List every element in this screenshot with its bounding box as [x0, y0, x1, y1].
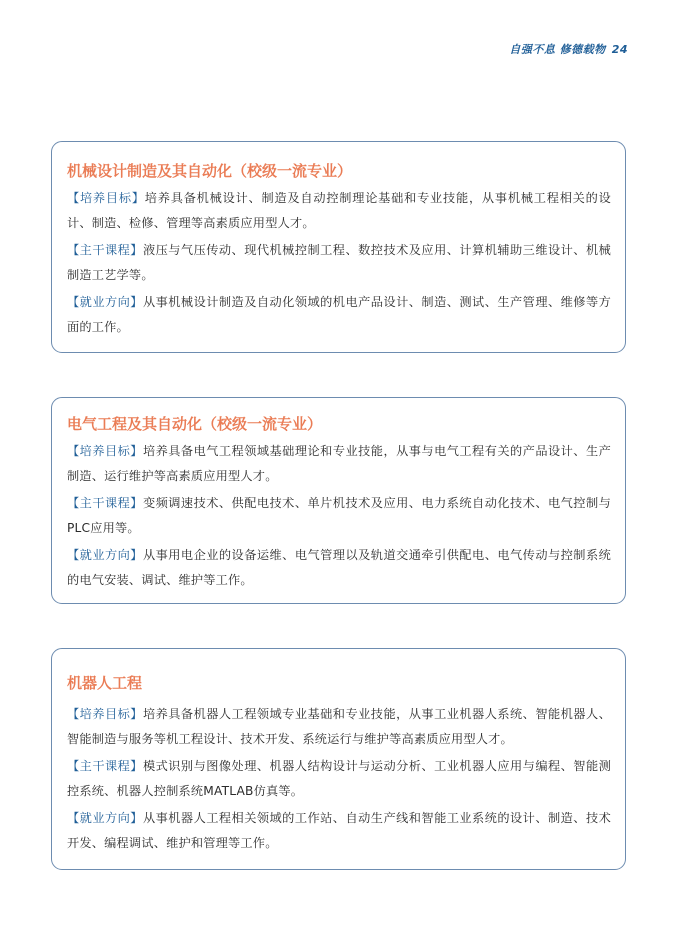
section-text: 模式识别与图像处理、机器人结构设计与运动分析、工业机器人应用与编程、智能测控系统、机器人控制系统MATLAB仿真等。	[67, 759, 611, 798]
card-title: 电气工程及其自动化（校级一流专业）	[67, 415, 323, 433]
card-title: 机械设计制造及其自动化（校级一流专业）	[67, 162, 353, 180]
section-training-goal	[67, 186, 611, 236]
section-text: 培养具备机械设计、制造及自动控制理论基础和专业技能，从事机械工程相关的设计、制造、检修、管理等高素质应用型人才。	[67, 191, 611, 230]
section-label: 【培养目标】	[67, 707, 143, 721]
major-card-electrical	[51, 397, 626, 604]
section-career	[67, 806, 611, 856]
section-training-goal	[67, 702, 611, 752]
section-label: 【就业方向】	[67, 548, 143, 562]
section-label: 【主干课程】	[67, 243, 143, 257]
section-text: 从事机器人工程相关领域的工作站、自动生产线和智能工业系统的设计、制造、技术开发、编程调试、维护和管理等工作。	[67, 811, 611, 850]
section-text: 变频调速技术、供配电技术、单片机技术及应用、电力系统自动化技术、电气控制与PLC应用等。	[67, 496, 611, 535]
section-label: 【培养目标】	[67, 191, 145, 205]
section-label: 【就业方向】	[67, 295, 143, 309]
section-core-courses	[67, 238, 611, 288]
section-core-courses	[67, 491, 611, 541]
section-label: 【主干课程】	[67, 759, 143, 773]
section-text: 液压与气压传动、现代机械控制工程、数控技术及应用、计算机辅助三维设计、机械制造工艺学等。	[67, 243, 611, 282]
section-career	[67, 543, 611, 593]
section-label: 【培养目标】	[67, 444, 143, 458]
header-motto: 自强不息 修德载物	[509, 43, 606, 56]
section-label: 【就业方向】	[67, 811, 143, 825]
section-training-goal	[67, 439, 611, 489]
section-career	[67, 290, 611, 340]
section-text: 从事用电企业的设备运维、电气管理以及轨道交通牵引供配电、电气传动与控制系统的电气安装、调试、维护等工作。	[67, 548, 611, 587]
page-number: 24	[611, 43, 628, 56]
section-label: 【主干课程】	[67, 496, 143, 510]
card-title: 机器人工程	[67, 674, 143, 692]
section-text: 培养具备机器人工程领域专业基础和专业技能，从事工业机器人系统、智能机器人、智能制造与服务等机工程设计、技术开发、系统运行与维护等高素质应用型人才。	[67, 707, 611, 746]
page-header	[509, 41, 628, 57]
section-text: 培养具备电气工程领域基础理论和专业技能，从事与电气工程有关的产品设计、生产制造、运行维护等高素质应用型人才。	[67, 444, 611, 483]
section-text: 从事机械设计制造及自动化领域的机电产品设计、制造、测试、生产管理、维修等方面的工作。	[67, 295, 611, 334]
major-card-mechanical	[51, 141, 626, 353]
section-core-courses	[67, 754, 611, 804]
major-card-robotics	[51, 648, 626, 870]
